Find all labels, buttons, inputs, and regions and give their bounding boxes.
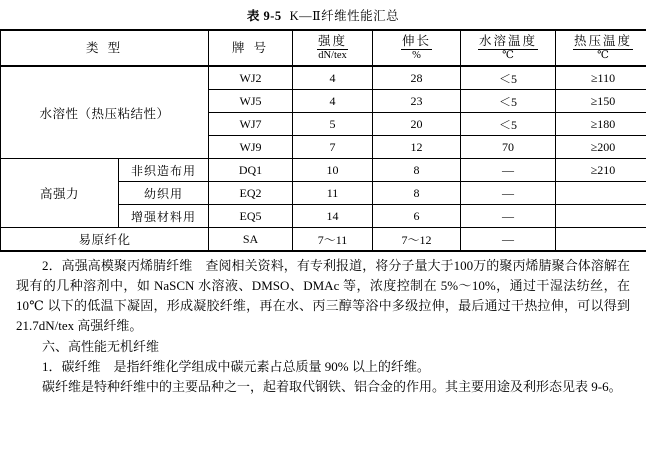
cell-water-temp: 70: [461, 136, 556, 159]
paragraph-carbon-fiber-definition: 1．碳纤维 是指纤维化学组成中碳元素占总质量 90% 以上的纤维。: [42, 358, 430, 374]
cell-press-temp: [556, 228, 646, 252]
cell-grade: WJ9: [209, 136, 293, 159]
cell-water-temp: ＜5: [461, 113, 556, 136]
cell-elongation: 7～12: [373, 228, 461, 252]
cell-press-temp: ≥180: [556, 113, 646, 136]
table-caption-number: 表 9-5: [246, 9, 282, 23]
cell-grade: EQ5: [209, 205, 293, 228]
cell-elongation: 20: [373, 113, 461, 136]
cell-subtype: 增强材料用: [119, 205, 209, 228]
paragraph-high-strength-pan: 2．高强高模聚丙烯腈纤维 查阅相关资料，有专利报道，将分子量大于100万的聚丙烯腈聚合体溶解在现有的几种溶剂中，如 NaSCN 水溶液、DMSO、DMAc 等，浓度控制在 5%～10%，通过干湿法纺丝，在 10℃ 以下的低温下凝固，形成凝胶纤维，再在水、丙三醇等浴中多级拉伸，最后通过干热拉伸，可以得到 21.7dN/tex 高强纤维。: [16, 258, 630, 334]
cell-elongation: 6: [373, 205, 461, 228]
paragraph-carbon-fiber-use: 碳纤维是特种纤维中的主要品种之一，起着取代钢铁、铝合金的作用。其主要用途及利形态见表 9-6。: [42, 378, 622, 394]
cell-grade: EQ2: [209, 182, 293, 205]
cell-grade: WJ2: [209, 66, 293, 90]
cell-press-temp: [556, 182, 646, 205]
cell-grade: DQ1: [209, 159, 293, 182]
cell-strength: 11: [293, 182, 373, 205]
table-row: [1, 228, 646, 252]
header-cell-press-temp: 热压温度 ℃: [556, 30, 646, 66]
cell-water-temp: —: [461, 205, 556, 228]
cell-water-temp: ＜5: [461, 90, 556, 113]
table-header-row: [1, 30, 646, 66]
header-cell-type: 类 型: [1, 30, 209, 66]
header-cell-elongation: 伸长 %: [373, 30, 461, 66]
table-caption-title: K—Ⅱ纤维性能汇总: [289, 9, 400, 23]
cell-elongation: 28: [373, 66, 461, 90]
cell-strength: 14: [293, 205, 373, 228]
group-label-high-strength: 高强力: [1, 159, 119, 228]
table-caption: [0, 0, 646, 29]
table-row: [1, 66, 646, 90]
cell-water-temp: —: [461, 159, 556, 182]
cell-strength: 4: [293, 66, 373, 90]
cell-grade: WJ7: [209, 113, 293, 136]
cell-press-temp: ≥200: [556, 136, 646, 159]
cell-water-temp: —: [461, 182, 556, 205]
cell-subtype: 幼织用: [119, 182, 209, 205]
cell-strength: 5: [293, 113, 373, 136]
cell-press-temp: ≥110: [556, 66, 646, 90]
cell-water-temp: —: [461, 228, 556, 252]
cell-subtype: 非织造布用: [119, 159, 209, 182]
table-body: [1, 66, 646, 251]
table-row: [1, 159, 646, 182]
header-cell-water-temp: 水溶温度 ℃: [461, 30, 556, 66]
cell-elongation: 8: [373, 182, 461, 205]
cell-strength: 10: [293, 159, 373, 182]
cell-elongation: 23: [373, 90, 461, 113]
group-label-fibrillation: 易原纤化: [1, 228, 209, 252]
cell-water-temp: ＜5: [461, 66, 556, 90]
cell-grade: SA: [209, 228, 293, 252]
header-cell-grade: 牌 号: [209, 30, 293, 66]
fiber-properties-table: [0, 29, 646, 252]
cell-elongation: 12: [373, 136, 461, 159]
cell-strength: 4: [293, 90, 373, 113]
cell-strength: 7: [293, 136, 373, 159]
cell-strength: 7～11: [293, 228, 373, 252]
cell-press-temp: ≥210: [556, 159, 646, 182]
section-heading-inorganic-fiber: 六、高性能无机纤维: [42, 338, 160, 354]
cell-press-temp: [556, 205, 646, 228]
cell-elongation: 8: [373, 159, 461, 182]
cell-press-temp: ≥150: [556, 90, 646, 113]
table-header: [1, 30, 646, 66]
body-text: [0, 252, 646, 397]
cell-grade: WJ5: [209, 90, 293, 113]
header-cell-strength: 强度 dN/tex: [293, 30, 373, 66]
group-label-water-soluble: 水溶性（热压粘结性）: [1, 66, 209, 159]
